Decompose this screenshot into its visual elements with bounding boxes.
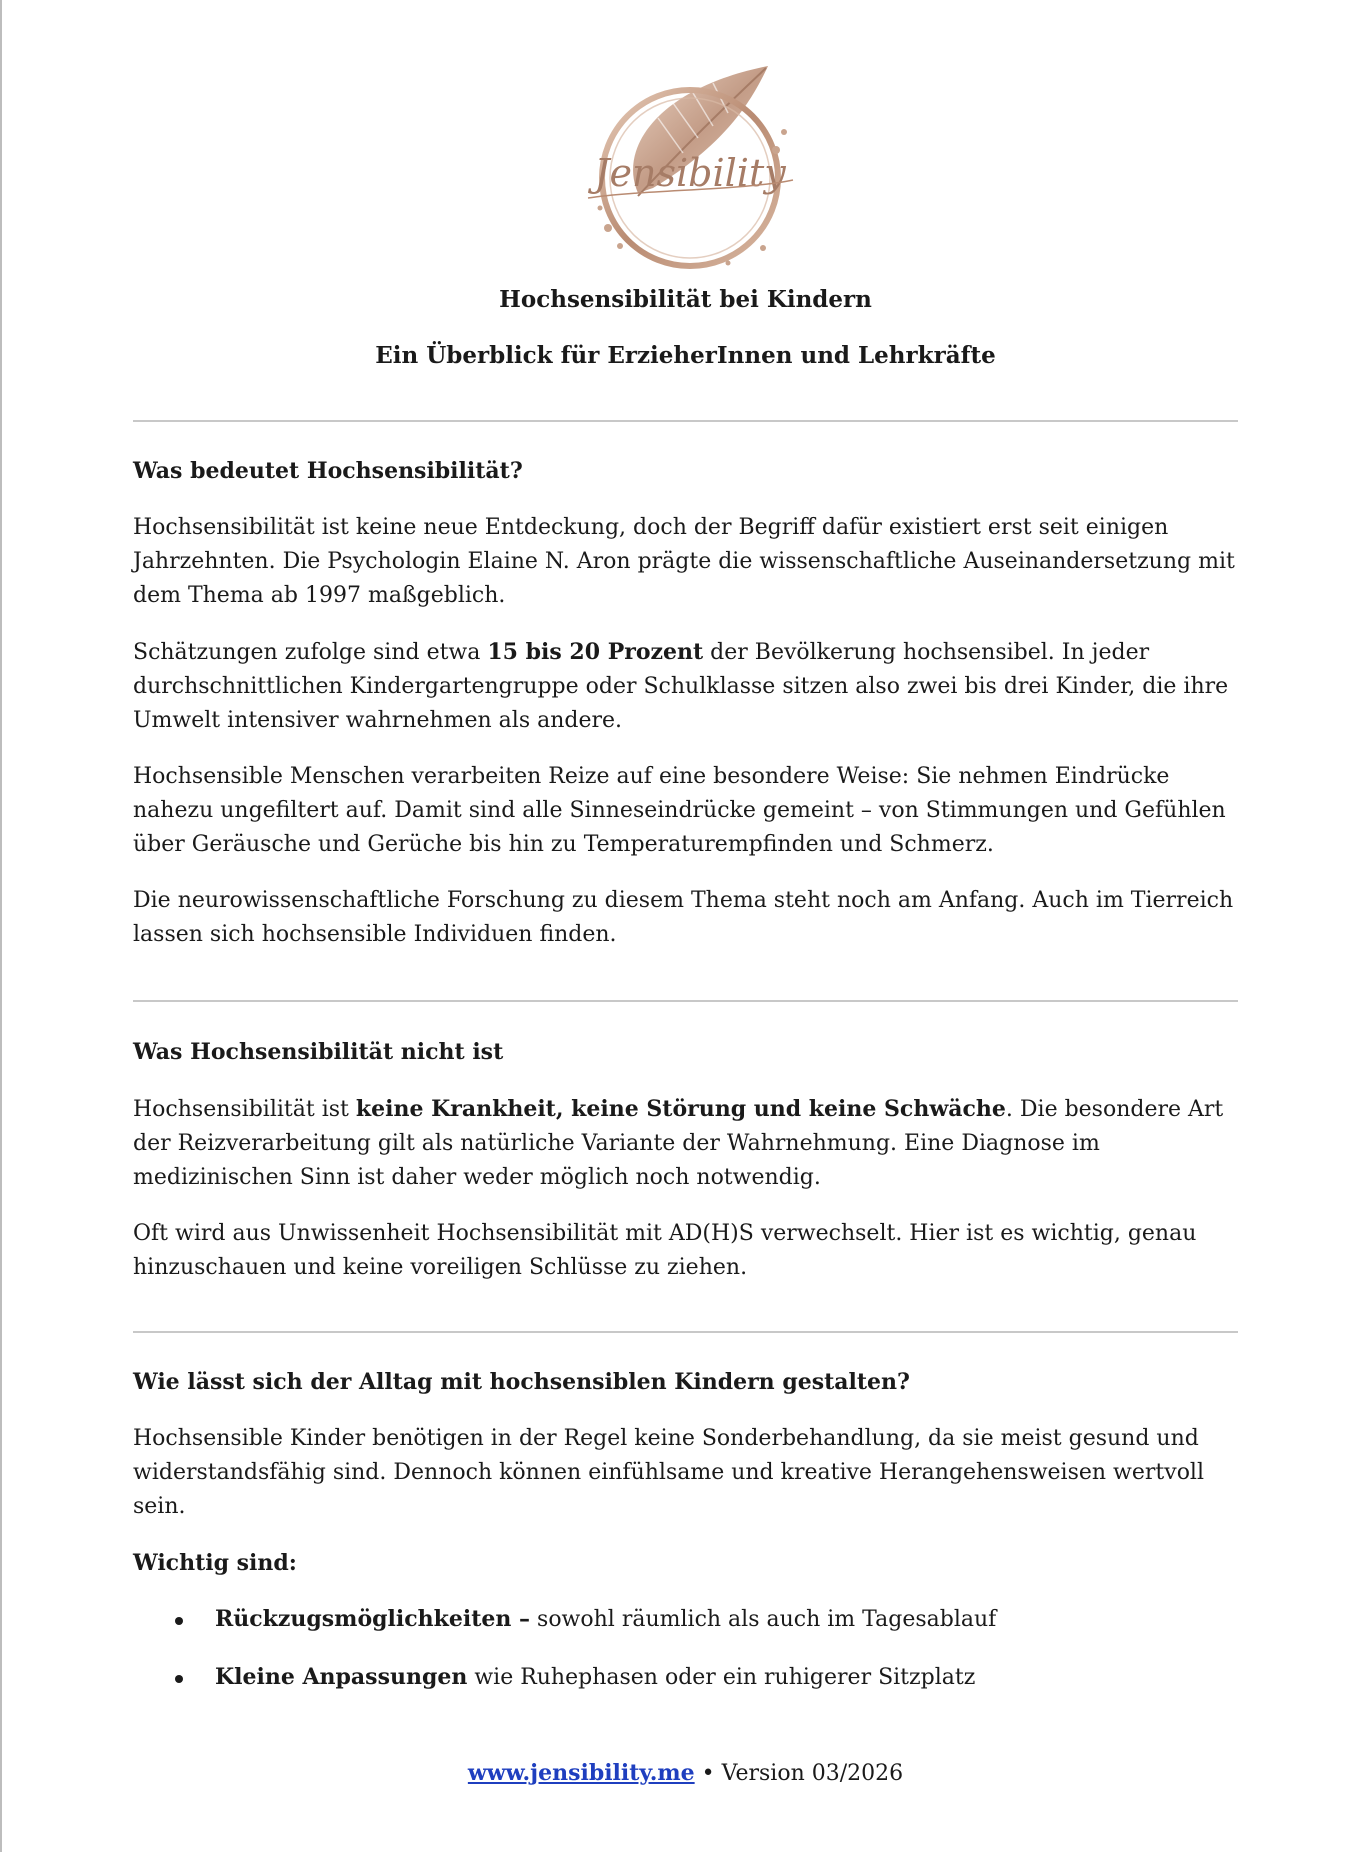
list-item: Rückzugsmöglichkeiten – sowohl räumlich als auch im Tagesablauf bbox=[133, 1602, 1238, 1637]
page-edge bbox=[0, 0, 2, 1852]
list-heading: Wichtig sind: bbox=[133, 1550, 297, 1576]
paragraph: Hochsensible Menschen verarbeiten Reize auf eine besondere Weise: Sie nehmen Eindrücke nahezu ungefiltert auf. Damit sind alle Sinneseindrücke gemeint – von Stimmungen und Gefühlen über Geräusche und Gerüche bis hin zu Temperaturempfinden und Schmerz. bbox=[133, 764, 1226, 857]
section-heading: Was bedeutet Hochsensibilität? bbox=[133, 458, 523, 484]
divider bbox=[133, 1000, 1238, 1002]
section-heading: Was Hochsensibilität nicht ist bbox=[133, 1039, 504, 1065]
section-what-is-not bbox=[133, 1036, 1238, 1307]
paragraph: Oft wird aus Unwissenheit Hochsensibilität mit AD(H)S verwechselt. Hier ist es wichtig, genau hinzuschauen und keine voreiligen Schlüsse zu ziehen. bbox=[133, 1221, 1197, 1280]
paragraph: Hochsensibilität ist keine Krankheit, keine Störung und keine Schwäche. Die besondere Art der Reizverarbeitung gilt als natürliche Variante der Wahrnehmung. Eine Diagnose im medizinischen Sinn ist daher weder möglich noch notwendig. bbox=[133, 1096, 1224, 1190]
paragraph: Hochsensibilität ist keine neue Entdeckung, doch der Begriff dafür existiert erst seit einigen Jahrzehnten. Die Psychologin Elaine N. Aron prägte die wissenschaftliche Auseinandersetzung mit dem Thema ab 1997 maßgeblich. bbox=[133, 515, 1235, 608]
website-link[interactable]: www.jensibility.me bbox=[467, 1760, 695, 1786]
jensibility-logo bbox=[578, 58, 803, 278]
bullet-icon bbox=[175, 1675, 183, 1683]
divider bbox=[133, 420, 1238, 422]
document-title: Hochsensibilität bei Kindern bbox=[499, 286, 872, 313]
paragraph: Schätzungen zufolge sind etwa 15 bis 20 Prozent der Bevölkerung hochsensibel. In jeder durchschnittlichen Kindergartengruppe oder Schulklasse sitzen also zwei bis drei Kinder, die ihre Umwelt intensiver wahrnehmen als andere. bbox=[133, 639, 1229, 733]
logo-wordmark: Jensibility bbox=[594, 151, 786, 195]
bullet-icon bbox=[175, 1617, 183, 1625]
paragraph: Die neurowissenschaftliche Forschung zu diesem Thema steht noch am Anfang. Auch im Tierreich lassen sich hochsensible Individuen finden. bbox=[133, 888, 1234, 947]
section-heading: Wie lässt sich der Alltag mit hochsensiblen Kindern gestalten? bbox=[133, 1369, 910, 1395]
version-text: • Version 03/2026 bbox=[694, 1761, 904, 1786]
divider bbox=[133, 1331, 1238, 1333]
list-item: Kleine Anpassungen wie Ruhephasen oder ein ruhigerer Sitzplatz bbox=[133, 1660, 1238, 1695]
section-what-is bbox=[133, 455, 1238, 974]
document-subtitle: Ein Überblick für ErzieherInnen und Lehrkräfte bbox=[375, 342, 996, 369]
bullet-list bbox=[133, 1602, 1238, 1695]
paragraph: Hochsensible Kinder benötigen in der Regel keine Sonderbehandlung, da sie meist gesund und widerstandsfähig sind. Dennoch können einfühlsame und kreative Herangehensweisen wertvoll sein. bbox=[133, 1426, 1205, 1519]
footer bbox=[133, 1760, 1238, 1786]
section-everyday bbox=[133, 1366, 1238, 1718]
